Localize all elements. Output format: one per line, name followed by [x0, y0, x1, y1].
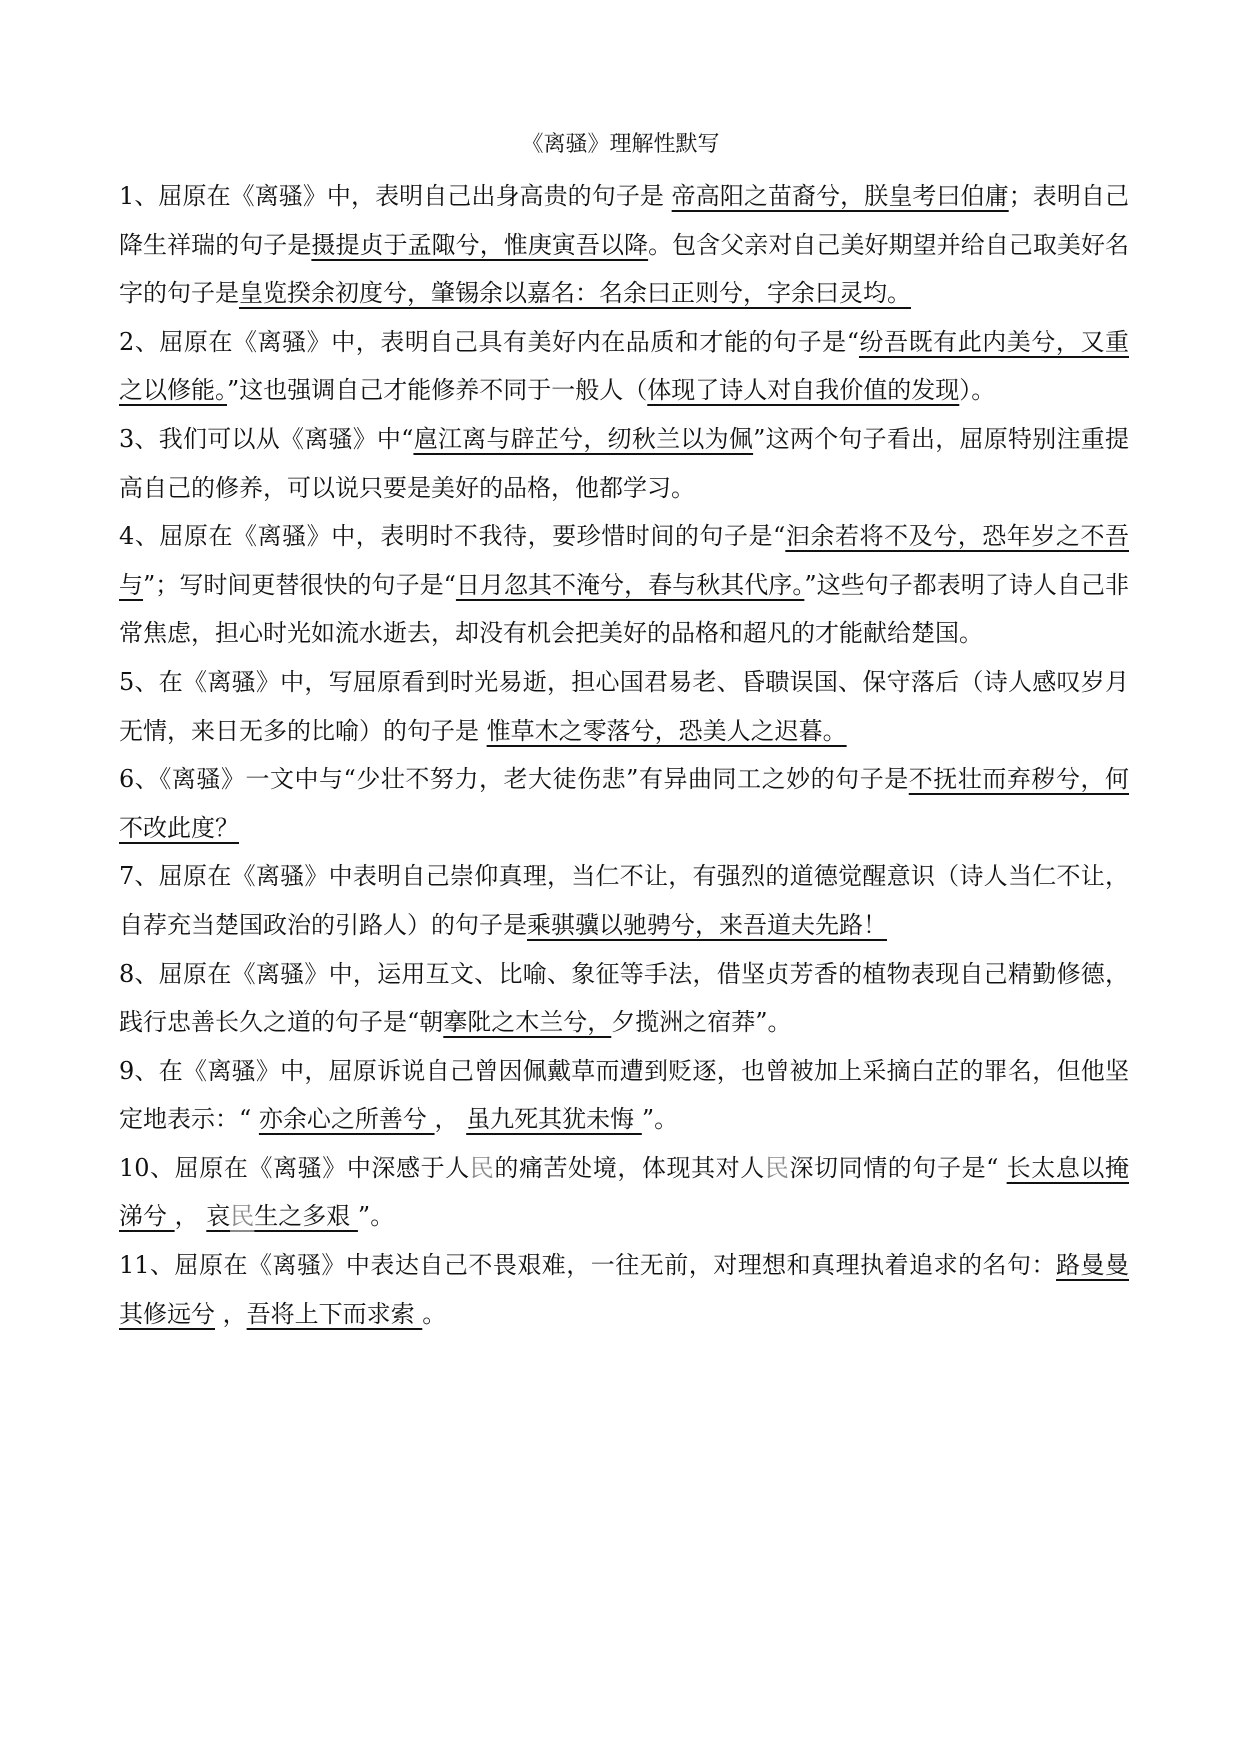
- question-item: [119, 318, 1129, 415]
- question-text: 民: [469, 1153, 495, 1182]
- answer-text: 皇览揆余初度兮，肇锡余以嘉名：名余曰正则兮，字余曰灵均。: [239, 279, 911, 308]
- question-text: 深切同情的句子是“: [789, 1153, 1007, 1182]
- page-title: 《离骚》理解性默写: [521, 132, 720, 157]
- question-text: 夕揽洲之宿莽”。: [611, 1008, 792, 1037]
- answer-text: 惟草木之零落兮，恐美人之迟暮。: [486, 716, 847, 745]
- answer-text: 不抚壮而弃秽兮，何不改此度？: [119, 765, 1130, 842]
- question-text: 8、屈原在《离骚》中，运用互文、比喻、象征等手法，借坚贞芳香的植物表现自己精勤修德，践行忠善长久之道的句子是“朝: [119, 959, 1129, 1037]
- answer-text: 日月忽其不淹兮，春与秋其代序。: [455, 570, 805, 599]
- question-text: 1、屈原在《离骚》中，表明自己出身高贵的句子是: [119, 182, 672, 210]
- answer-text: 生之多艰: [254, 1202, 358, 1231]
- question-item: [119, 1047, 1129, 1144]
- question-text: 7、屈原在《离骚》中表明自己崇仰真理，当仁不让，有强烈的道德觉醒意识（诗人当仁不让，自荐充当楚国政治的引路人）的句子是: [119, 862, 1129, 939]
- answer-text: 乘骐骥以驰骋兮，来吾道夫先路！: [527, 910, 887, 939]
- question-text: 6、《离骚》一文中与“少壮不努力，老大徒伤悲”有异曲同工之妙的句子是: [119, 765, 909, 794]
- question-text: 民: [764, 1153, 790, 1182]
- question-text: 5、在《离骚》中，写屈原看到时光易逝，担心国君易老、昏聩误国、保守落后（诗人感叹岁月无情，来日无多的比喻）的句子是: [119, 667, 1129, 745]
- question-text: 3、我们可以从《离骚》中“: [119, 424, 414, 453]
- question-text: ，: [174, 1202, 207, 1231]
- question-text: ”这些句子都表明了诗人自己非常焦虑，担心时光如流水逝去，却没有机会把美好的品格和超凡的才能献给楚国。: [119, 570, 1129, 648]
- answer-text: 哀: [206, 1202, 231, 1231]
- answer-text: 亦余心之所善兮: [258, 1105, 435, 1134]
- question-item: [119, 172, 1129, 318]
- document-body: [119, 172, 1129, 1338]
- question-item: [119, 950, 1129, 1047]
- answer-text: 长太息以掩涕兮: [119, 1153, 1130, 1231]
- question-text: ”；写时间更替很快的句子是“: [143, 570, 456, 599]
- question-text: ，: [434, 1105, 467, 1134]
- question-text: 11、屈原在《离骚》中表达自己不畏艰难，一往无前，对理想和真理执着追求的名句：: [119, 1251, 1057, 1280]
- question-item: [119, 1241, 1129, 1338]
- answer-text: 虽九死其犹未悔: [466, 1105, 642, 1134]
- answer-text: 汩余若将不及兮，恐年岁之不吾与: [119, 522, 1129, 599]
- answer-text: 民: [230, 1202, 255, 1231]
- question-text: ”。: [641, 1105, 679, 1134]
- question-item: [119, 852, 1129, 949]
- answer-text: 帝高阳之苗裔兮，朕皇考曰伯庸: [671, 182, 1009, 210]
- question-item: [119, 658, 1129, 755]
- question-text: ”这也强调自己才能修养不同于一般人（: [227, 376, 648, 405]
- question-item: [119, 1144, 1129, 1241]
- answer-text: 路曼曼其修远兮: [119, 1251, 1130, 1328]
- question-text: ”。: [357, 1202, 395, 1231]
- question-text: 4、屈原在《离骚》中，表明时不我待，要珍惜时间的句子是“: [119, 522, 786, 551]
- question-item: [119, 755, 1129, 852]
- question-text: 10、屈原在《离骚》中深感于人: [119, 1153, 470, 1182]
- answer-text: 体现了诗人对自我价值的发现: [647, 376, 960, 405]
- question-text: 2、屈原在《离骚》中，表明自己具有美好内在品质和才能的句子是“: [119, 327, 859, 356]
- question-text: ”这两个句子看出，屈原特别注重提高自己的修养，可以说只要是美好的品格，他都学习。: [119, 424, 1129, 502]
- answer-text: 搴阰之木兰兮，: [443, 1008, 612, 1037]
- question-text: ；表明自己降生祥瑞的句子是: [119, 182, 1129, 259]
- answer-text: 纷吾既有此内美兮，又重之以修能。: [119, 327, 1129, 405]
- question-text: 的痛苦处境，体现其对人: [494, 1153, 765, 1182]
- question-text: ，: [215, 1299, 247, 1328]
- question-text: 9、在《离骚》中，屈原诉说自己曾因佩戴草而遭到贬逐，也曾被加上采摘白芷的罪名，但他坚定地表示：“: [119, 1056, 1129, 1134]
- answer-text: 扈江离与辟芷兮，纫秋兰以为佩: [413, 424, 754, 453]
- question-text: 。包含父亲对自己美好期望并给自己取美好名字的句子是: [119, 230, 1130, 308]
- question-item: [119, 415, 1129, 512]
- question-text: 。: [422, 1299, 447, 1328]
- answer-text: 吾将上下而求索: [246, 1299, 423, 1328]
- question-item: [119, 512, 1129, 658]
- answer-text: 摄提贞于孟陬兮，惟庚寅吾以降: [311, 230, 649, 259]
- question-text: ）。: [959, 376, 996, 405]
